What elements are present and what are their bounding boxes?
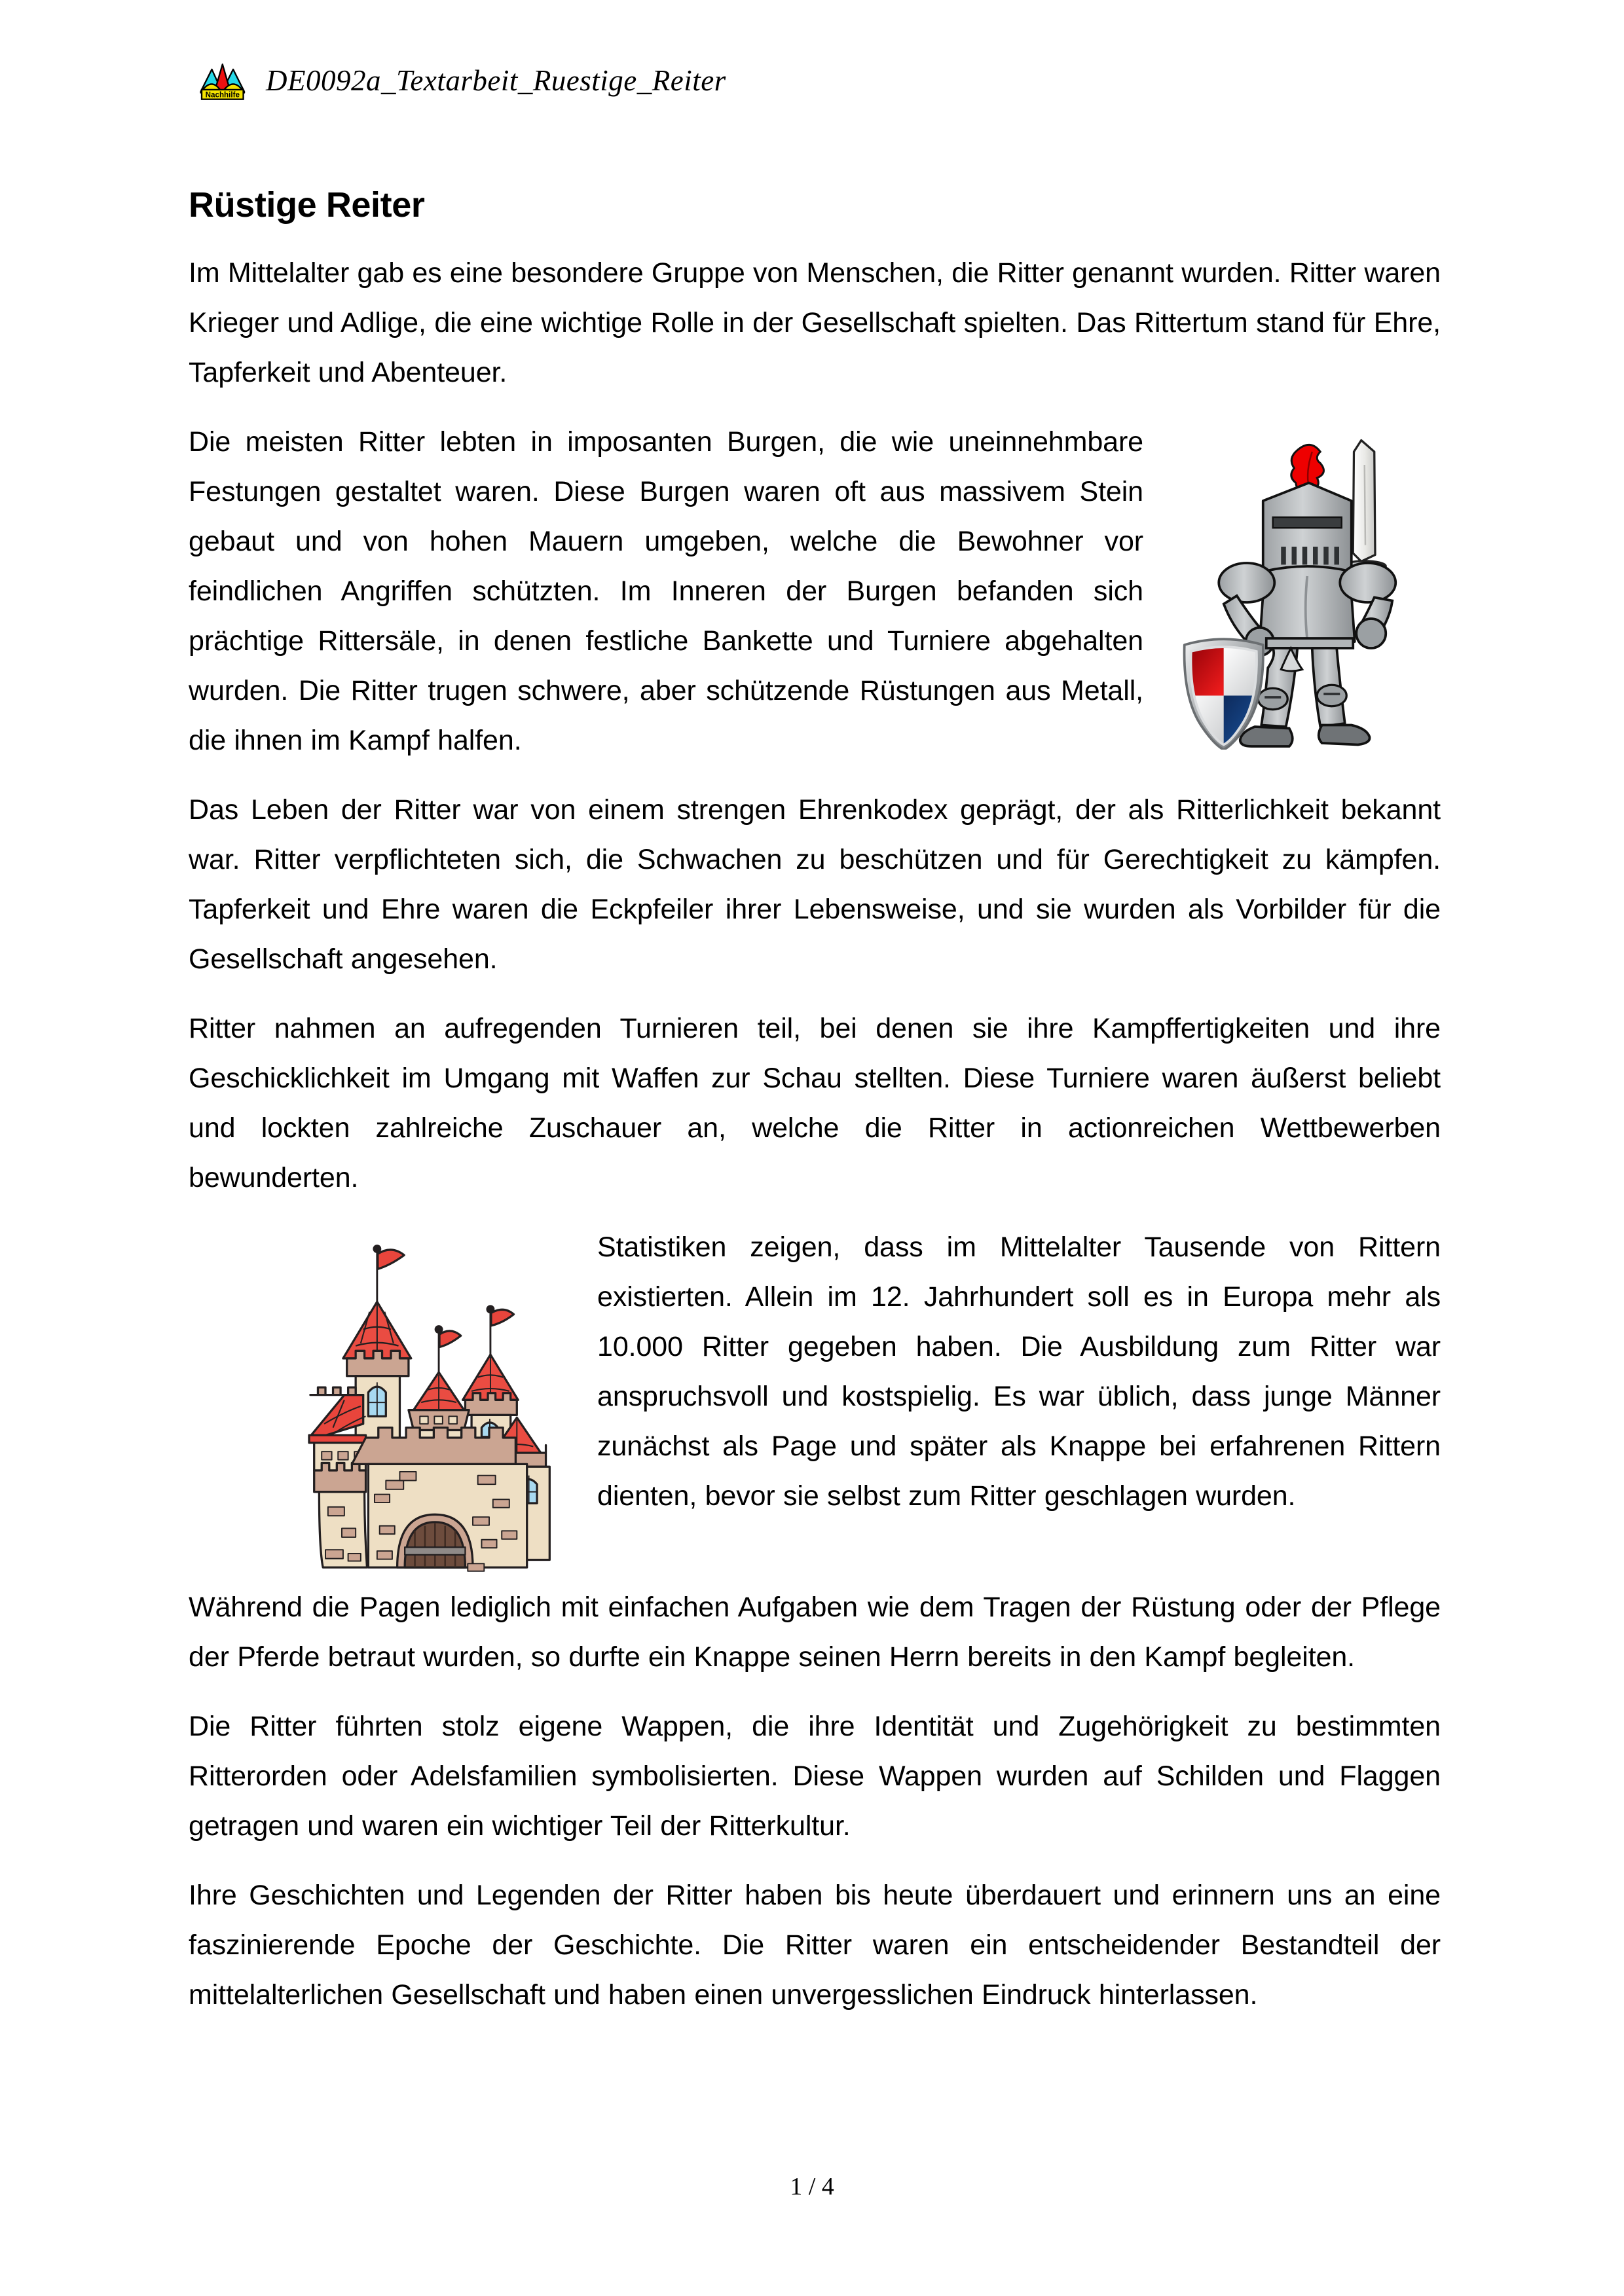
page-footer [0, 2172, 1624, 2201]
svg-text:Nachhilfe: Nachhilfe [205, 90, 240, 100]
nachhilfe-logo-icon [196, 60, 248, 101]
page-title: Rüstige Reiter [189, 185, 425, 225]
castle-illustration [244, 1231, 571, 1578]
paragraph-7: Die Ritter führten stolz eigene Wappen, die ihre Identität und Zugehörigkeit zu bestimmten Ritterorden oder Adelsfamilien symbolisierten. Diese Wappen wurden auf Schilden und Flaggen getragen und waren ein wichtiger Teil der Ritterkultur. [189, 1711, 1441, 1842]
page-indicator: 1 / 4 [790, 2173, 834, 2200]
knight-illustration [1166, 422, 1441, 750]
paragraph-5: Statistiken zeigen, dass im Mittelalter Tausende von Rittern existierten. Allein im 12. Jahrhundert soll es in Europa mehr als 10.000 Ritter gegeben haben. Die Ausbildung zum Ritter war anspruchsvoll und kostspielig. Es war üblich, dass junge Männer zunächst als Page und später als Knappe bei erfahrenen Rittern dienten, bevor sie selbst zum Ritter geschlagen wurden. [597, 1231, 1441, 1512]
paragraph-8: Ihre Geschichten und Legenden der Ritter haben bis heute überdauert und erinnern uns an eine faszinierende Epoche der Geschichte. Die Ritter waren ein entscheidender Bestandteil der mittelalterlichen Gesellschaft und haben einen unvergesslichen Eindruck hinterlassen. [189, 1880, 1441, 2011]
paragraph-6: Während die Pagen lediglich mit einfachen Aufgaben wie dem Tragen der Rüstung oder der Pflege der Pferde betraut wurden, so durfte ein Knappe seinen Herrn bereits in den Kampf begleiten. [189, 1592, 1441, 1673]
paragraph-4: Ritter nahmen an aufregenden Turnieren teil, bei denen sie ihre Kampffertigkeiten und ihre Geschicklichkeit im Umgang mit Waffen zur Schau stellten. Diese Turniere waren äußerst beliebt und lockten zahlreiche Zuschauer an, welche die Ritter in actionreichen Wettbewerben bewunderten. [189, 1013, 1441, 1194]
central-keep [352, 1428, 526, 1571]
paragraph-2: Die meisten Ritter lebten in imposanten Burgen, die wie uneinnehmbare Festungen gestaltet waren. Diese Burgen waren oft aus massivem Stein gebaut und von hohen Mauern umgeben, welche die Bewohner vor feindlichen Angriffen schützten. Im Inneren der Burgen befanden sich prächtige Rittersäle, in denen festliche Bankette und Turniere abgehalten wurden. Die Ritter trugen schwere, aber schützende Rüstungen aus Metall, die ihnen im Kampf halfen. [189, 426, 1143, 757]
page-header [196, 60, 726, 101]
left-roof-wing [309, 1387, 367, 1567]
paragraph-1: Im Mittelalter gab es eine besondere Gruppe von Menschen, die Ritter genannt wurden. Ritter waren Krieger und Adlige, die eine wichtige Rolle in der Gesellschaft spielten. Das Rittertum stand für Ehre, Tapferkeit und Abenteuer. [189, 257, 1441, 389]
helmet-icon [1263, 483, 1352, 574]
header-document-code: DE0092a_Textarbeit_Ruestige_Reiter [266, 64, 726, 97]
paragraph-3: Das Leben der Ritter war von einem strengen Ehrenkodex geprägt, der als Ritterlichkeit bekannt war. Ritter verpflichteten sich, die Schwachen zu beschützen und für Gerechtigkeit zu kämpfen. Tapferkeit und Ehre waren die Eckpfeiler ihrer Lebensweise, und sie wurden als Vorbilder für die Gesellschaft angesehen. [189, 794, 1441, 975]
document-body [189, 186, 1441, 2020]
